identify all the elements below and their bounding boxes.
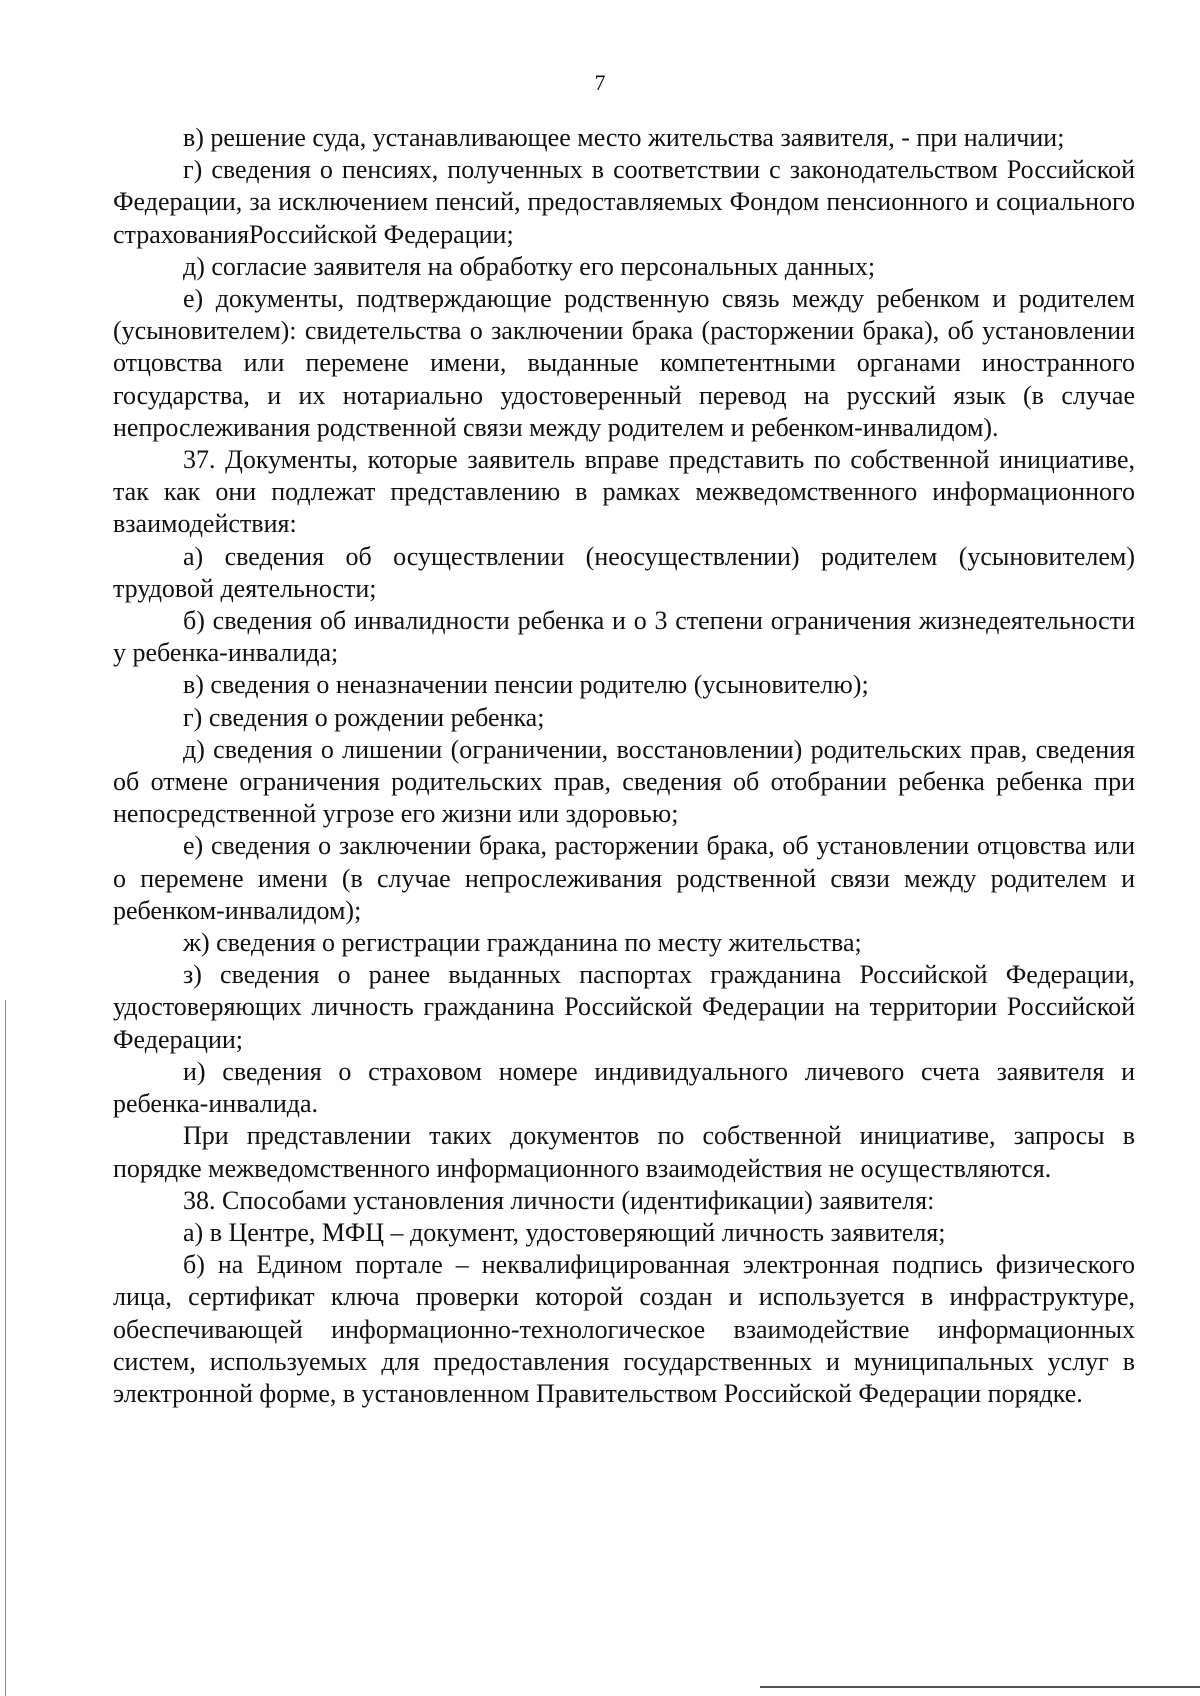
paragraph-kinship-documents: е) документы, подтверждающие родственную связь между ребенком и родителем (усыновителем): свидетельства о заключении брака (расторжении брака), об установлении отцовства или перемене имени, выданные компетентными органами иностранного государства, и их нотариально удостоверенный перевод на русский язык (в случае непрослеживания родственной связи между родителем и ребенком-инвалидом).: [113, 284, 1135, 442]
scan-edge-line: [5, 1000, 6, 1696]
paragraph-own-initiative: При представлении таких документов по собственной инициативе, запросы в порядке межведомственного информационного взаимодействия не осуществляются.: [113, 1121, 1135, 1183]
paragraph-parental-rights: д) сведения о лишении (ограничении, восстановлении) родительских прав, сведения об отмене ограничения родительских прав, сведения об отобрании ребенка ребенка при непосредственной угрозе его жизни или здоровью;: [113, 734, 1135, 829]
paragraph-pension-info: г) сведения о пенсиях, полученных в соответствии с законодательством Российской Федерации, за исключением пенсий, предоставляемых Фондом пенсионного и социального страхованияРоссийской Федерации;: [113, 155, 1135, 249]
paragraph-residence-court-decision: в) решение суда, устанавливающее место жительства заявителя, - при наличии;: [183, 123, 1065, 152]
paragraph-passports-info: з) сведения о ранее выданных паспортах гражданина Российской Федерации, удостоверяющих личность гражданина Российской Федерации на территории Российской Федерации;: [113, 960, 1135, 1054]
paragraph-item-38: 38. Способами установления личности (идентификации) заявителя:: [183, 1185, 935, 1215]
document-body: [113, 122, 1135, 1410]
paragraph-portal-identification: б) на Едином портале – неквалифицированная электронная подпись физического лица, сертификат ключа проверки которой создан и используется в инфраструктуре, обеспечивающей информационно-технологическое взаимодействие информационных систем, используемых для предоставления государственных и муниципальных услуг в электронной форме, в установленном Правительством Российской Федерации порядке.: [113, 1250, 1135, 1408]
paragraph-item-37: 37. Документы, которые заявитель вправе представить по собственной инициативе, так как они подлежат представлению в рамках межведомственного информационного взаимодействия:: [113, 445, 1135, 539]
scan-bottom-line: [760, 1686, 1200, 1688]
paragraph-disability-info: б) сведения об инвалидности ребенка и о 3 степени ограничения жизнедеятельности у ребенка-инвалида;: [113, 606, 1135, 668]
paragraph-marriage-info: е) сведения о заключении брака, расторжении брака, об установлении отцовства или о перемене имени (в случае непрослеживания родственной связи между родителем и ребенком-инвалидом);: [113, 831, 1135, 925]
paragraph-labor-activity: а) сведения об осуществлении (неосуществлении) родителем (усыновителем) трудовой деятельности;: [113, 541, 1135, 603]
paragraph-insurance-number: и) сведения о страховом номере индивидуального личевого счета заявителя и ребенка-инвалида.: [113, 1056, 1135, 1119]
paragraph-personal-data-consent: д) согласие заявителя на обработку его персональных данных;: [183, 251, 876, 281]
paragraph-birth-info: г) сведения о рождении ребенка;: [183, 702, 545, 732]
page-number: 7: [594, 70, 606, 95]
paragraph-registration-info: ж) сведения о регистрации гражданина по месту жительства;: [183, 928, 862, 958]
paragraph-center-mfc-identification: а) в Центре, МФЦ – документ, удостоверяющий личность заявителя;: [183, 1217, 946, 1247]
paragraph-non-assignment-pension: в) сведения о неназначении пенсии родителю (усыновителю);: [183, 670, 869, 700]
